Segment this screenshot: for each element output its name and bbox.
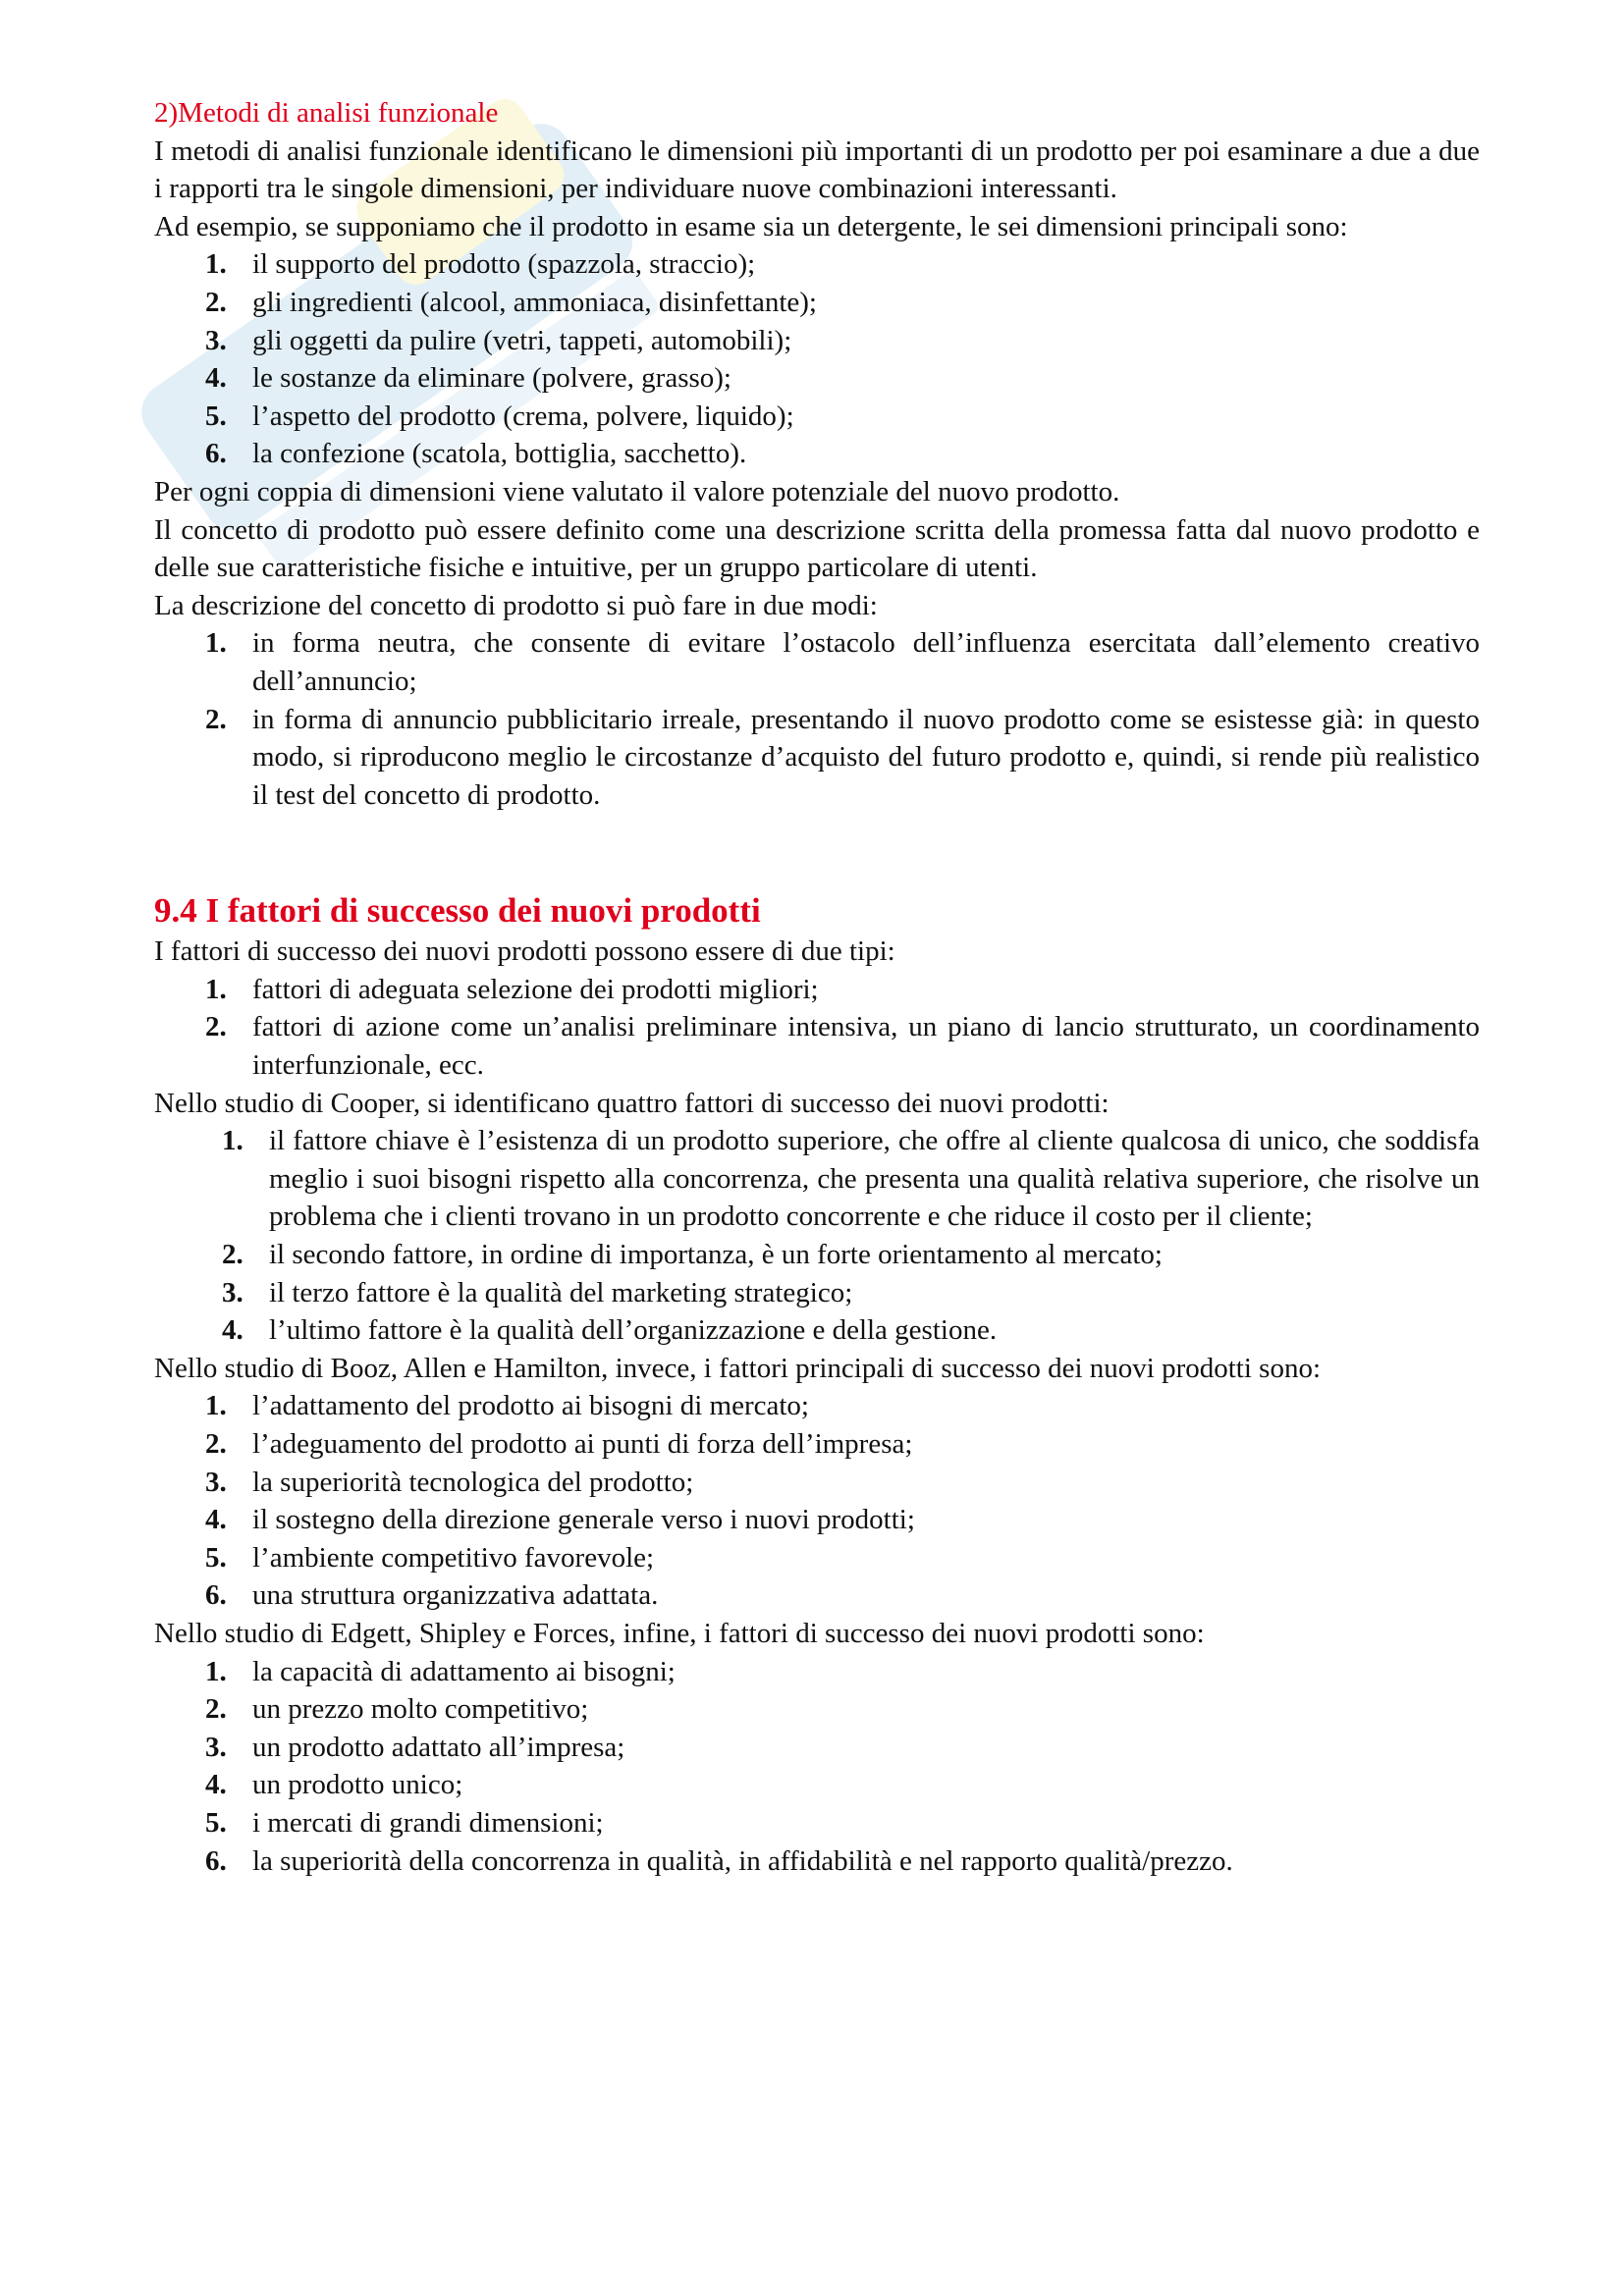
list-item bbox=[154, 1236, 1480, 1274]
paragraph: La descrizione del concetto di prodotto si può fare in due modi: bbox=[154, 589, 878, 621]
list-item bbox=[154, 1766, 1480, 1804]
paragraph: Nello studio di Cooper, si identificano quattro fattori di successo dei nuovi prodotti: bbox=[154, 1087, 1110, 1119]
list-number: 3. bbox=[222, 1276, 244, 1308]
section-heading-metodi: 2)Metodi di analisi funzionale bbox=[154, 97, 499, 129]
list-item bbox=[154, 1501, 1480, 1539]
list-item-text: una struttura organizzativa adattata. bbox=[252, 1579, 659, 1612]
list-item bbox=[154, 701, 1480, 815]
list-item-text: fattori di adeguata selezione dei prodotti migliori; bbox=[252, 973, 819, 1005]
list-item-text: il supporto del prodotto (spazzola, straccio); bbox=[252, 248, 756, 281]
section-heading-fattori: 9.4 I fattori di successo dei nuovi prodotti bbox=[154, 891, 761, 931]
list-number: 6. bbox=[205, 438, 227, 470]
list-item bbox=[154, 359, 1480, 398]
list-item-text: la superiorità tecnologica del prodotto; bbox=[252, 1466, 694, 1498]
list-item bbox=[154, 322, 1480, 360]
list-number: 3. bbox=[205, 1731, 227, 1763]
list-number: 4. bbox=[222, 1314, 244, 1347]
list-item bbox=[154, 1122, 1480, 1236]
list-number: 1. bbox=[222, 1125, 244, 1157]
list-item bbox=[154, 971, 1480, 1009]
list-item-text: il secondo fattore, in ordine di importanza, è un forte orientamento al mercato; bbox=[269, 1239, 1163, 1271]
list-number: 1. bbox=[205, 1655, 227, 1687]
list-item bbox=[154, 1842, 1480, 1881]
list-number: 5. bbox=[205, 1541, 227, 1574]
list-item-text: l’adeguamento del prodotto ai punti di forza dell’impresa; bbox=[252, 1428, 913, 1460]
list-number: 4. bbox=[205, 1504, 227, 1536]
list-item-text: in forma neutra, che consente di evitare l’ostacolo dell’influenza esercitata dall’elemento creativo dell’annuncio; bbox=[252, 627, 1480, 697]
paragraph: Ad esempio, se supponiamo che il prodotto in esame sia un detergente, le sei dimensioni principali sono: bbox=[154, 210, 1348, 242]
list-item-text: gli oggetti da pulire (vetri, tappeti, automobili); bbox=[252, 324, 792, 356]
list-number: 1. bbox=[205, 248, 227, 281]
list-item-text: l’ambiente competitivo favorevole; bbox=[252, 1541, 655, 1574]
list-item-text: il fattore chiave è l’esistenza di un prodotto superiore, che offre al cliente qualcosa di unico, che soddisfa meglio i suoi bisogni rispetto alla concorrenza, che presenta una qualità relativa superiore, che risolve un problema che i clienti trovano in un prodotto concorrente e che riduce il costo per il cliente; bbox=[269, 1125, 1480, 1233]
list-number: 5. bbox=[205, 400, 227, 432]
paragraph: I fattori di successo dei nuovi prodotti possono essere di due tipi: bbox=[154, 935, 895, 968]
list-number: 2. bbox=[205, 1011, 227, 1043]
list-item-text: i mercati di grandi dimensioni; bbox=[252, 1806, 604, 1839]
list-item-text: il sostegno della direzione generale verso i nuovi prodotti; bbox=[252, 1504, 915, 1536]
list-item-text: un prezzo molto competitivo; bbox=[252, 1693, 589, 1726]
list-item bbox=[154, 435, 1480, 473]
list-number: 2. bbox=[222, 1239, 244, 1271]
list-item bbox=[154, 1311, 1480, 1350]
paragraph: Per ogni coppia di dimensioni viene valutato il valore potenziale del nuovo prodotto. bbox=[154, 475, 1120, 507]
list-number: 6. bbox=[205, 1579, 227, 1612]
paragraph: I metodi di analisi funzionale identificano le dimensioni più importanti di un prodotto per poi esaminare a due a due i rapporti tra le singole dimensioni, per individuare nuove combinazioni interessanti. bbox=[154, 134, 1480, 205]
list-item bbox=[154, 1804, 1480, 1842]
list-number: 2. bbox=[205, 286, 227, 318]
list-number: 1. bbox=[205, 973, 227, 1005]
list-item-text: le sostanze da eliminare (polvere, grasso); bbox=[252, 362, 731, 395]
numbered-list bbox=[154, 245, 1480, 473]
numbered-list bbox=[154, 1122, 1480, 1350]
numbered-list bbox=[154, 971, 1480, 1085]
numbered-list bbox=[154, 1653, 1480, 1881]
list-number: 1. bbox=[205, 1390, 227, 1422]
list-item-text: un prodotto adattato all’impresa; bbox=[252, 1731, 625, 1763]
paragraph: Il concetto di prodotto può essere definito come una descrizione scritta della promessa fatta dal nuovo prodotto e delle sue caratteristiche fisiche e intuitive, per un gruppo particolare di utenti. bbox=[154, 513, 1480, 584]
document-page bbox=[154, 94, 1480, 1880]
list-item bbox=[154, 1653, 1480, 1691]
list-item bbox=[154, 1274, 1480, 1312]
list-number: 2. bbox=[205, 703, 227, 735]
list-item bbox=[154, 1576, 1480, 1615]
paragraph: Nello studio di Edgett, Shipley e Forces, infine, i fattori di successo dei nuovi prodotti sono: bbox=[154, 1617, 1205, 1649]
list-item-text: il terzo fattore è la qualità del marketing strategico; bbox=[269, 1276, 853, 1308]
list-item-text: un prodotto unico; bbox=[252, 1769, 463, 1801]
list-item-text: l’aspetto del prodotto (crema, polvere, liquido); bbox=[252, 400, 794, 432]
paragraph: Nello studio di Booz, Allen e Hamilton, invece, i fattori principali di successo dei nuovi prodotti sono: bbox=[154, 1352, 1321, 1384]
list-item-text: la capacità di adattamento ai bisogni; bbox=[252, 1655, 676, 1687]
list-item-text: gli ingredienti (alcool, ammoniaca, disinfettante); bbox=[252, 286, 817, 318]
list-number: 1. bbox=[205, 627, 227, 660]
list-item bbox=[154, 1539, 1480, 1577]
list-item bbox=[154, 284, 1480, 322]
list-item-text: l’ultimo fattore è la qualità dell’organizzazione e della gestione. bbox=[269, 1314, 998, 1347]
list-item-text: fattori di azione come un’analisi preliminare intensiva, un piano di lancio strutturato, un coordinamento interfunzionale, ecc. bbox=[252, 1011, 1480, 1082]
list-number: 5. bbox=[205, 1806, 227, 1839]
numbered-list bbox=[154, 624, 1480, 814]
list-item bbox=[154, 1464, 1480, 1502]
list-number: 4. bbox=[205, 1769, 227, 1801]
list-item-text: l’adattamento del prodotto ai bisogni di mercato; bbox=[252, 1390, 809, 1422]
list-item-text: la confezione (scatola, bottiglia, sacchetto). bbox=[252, 438, 747, 470]
list-item bbox=[154, 1425, 1480, 1464]
list-number: 4. bbox=[205, 362, 227, 395]
list-item bbox=[154, 1387, 1480, 1425]
list-number: 6. bbox=[205, 1844, 227, 1877]
list-number: 2. bbox=[205, 1428, 227, 1460]
list-number: 3. bbox=[205, 324, 227, 356]
list-item bbox=[154, 624, 1480, 700]
list-item bbox=[154, 245, 1480, 284]
list-number: 3. bbox=[205, 1466, 227, 1498]
list-number: 2. bbox=[205, 1693, 227, 1726]
list-item bbox=[154, 1008, 1480, 1084]
list-item-text: in forma di annuncio pubblicitario irreale, presentando il nuovo prodotto come se esistesse già: in questo modo, si riproducono meglio le circostanze d’acquisto del futuro prodotto e, quindi, si rende più realistico il test del concetto di prodotto. bbox=[252, 703, 1480, 811]
list-item bbox=[154, 1729, 1480, 1767]
numbered-list bbox=[154, 1387, 1480, 1615]
list-item bbox=[154, 1690, 1480, 1729]
list-item bbox=[154, 398, 1480, 436]
list-item-text: la superiorità della concorrenza in qualità, in affidabilità e nel rapporto qualità/prezzo. bbox=[252, 1844, 1233, 1877]
